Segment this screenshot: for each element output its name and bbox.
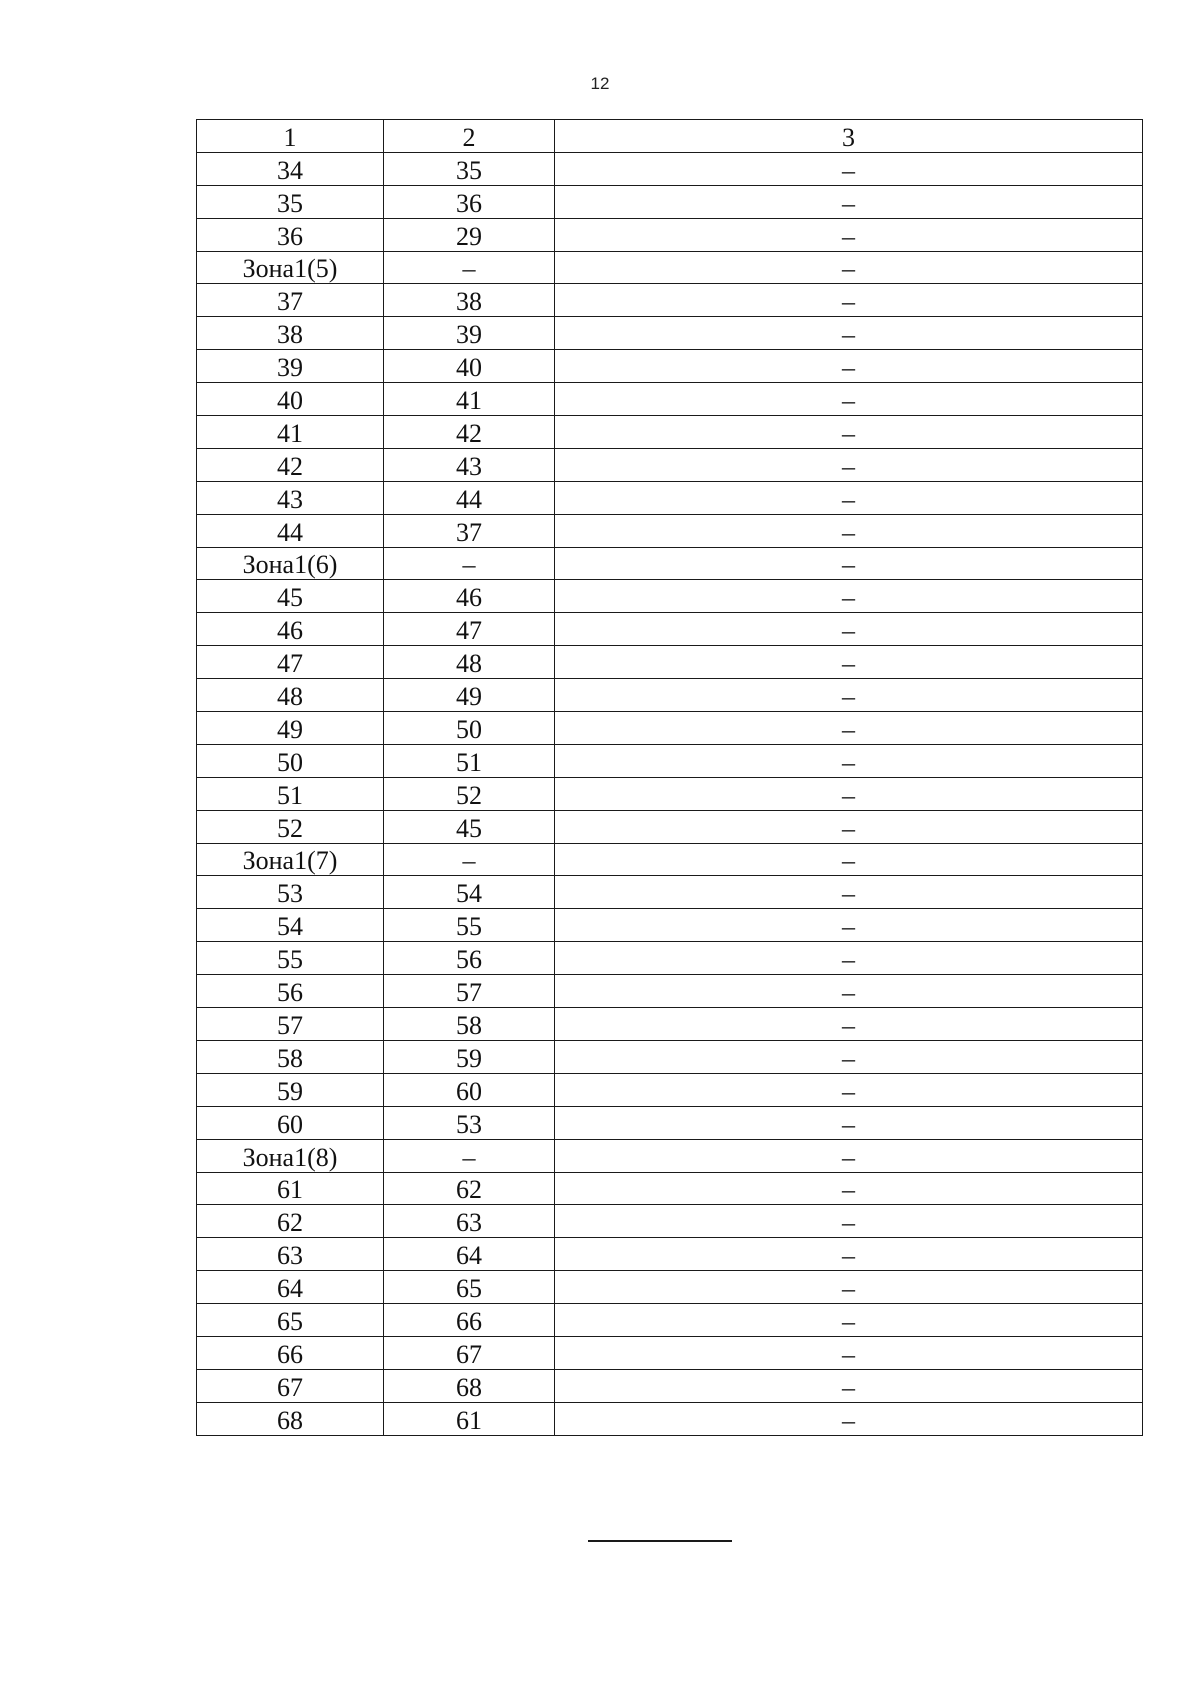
table-cell-col2: 57: [384, 975, 555, 1008]
table-cell-col1: 38: [197, 317, 384, 350]
table-cell-col1: 60: [197, 1106, 384, 1139]
header-cell-col3: 3: [555, 120, 1143, 153]
table-cell-col3: –: [555, 1336, 1143, 1369]
table-row: [197, 481, 1143, 514]
table-cell-col2: 62: [384, 1172, 555, 1205]
table-cell-col2: 53: [384, 1106, 555, 1139]
table-row: [197, 580, 1143, 613]
table-cell-col3: –: [555, 1205, 1143, 1238]
table-cell-col1: Зона1(7): [197, 843, 384, 876]
table-cell-col2: 40: [384, 350, 555, 383]
table-cell-col3: –: [555, 547, 1143, 580]
table-cell-col2: 35: [384, 152, 555, 185]
table-cell-col1: 61: [197, 1172, 384, 1205]
table-cell-col2: 58: [384, 1008, 555, 1041]
table-cell-col3: –: [555, 975, 1143, 1008]
table-cell-col2: 45: [384, 810, 555, 843]
table-cell-col2: 68: [384, 1369, 555, 1402]
table-cell-col1: 68: [197, 1402, 384, 1435]
table-cell-col2: 37: [384, 514, 555, 547]
table-row: [197, 547, 1143, 580]
table-cell-col1: 37: [197, 284, 384, 317]
table-cell-col2: 60: [384, 1073, 555, 1106]
table-cell-col2: 52: [384, 777, 555, 810]
table-cell-col1: 34: [197, 152, 384, 185]
table-cell-col2: 50: [384, 712, 555, 745]
table-row: [197, 1040, 1143, 1073]
table-cell-col1: 53: [197, 876, 384, 909]
page-number: 12: [590, 74, 610, 93]
table-cell-col2: 38: [384, 284, 555, 317]
table-cell-col3: –: [555, 317, 1143, 350]
table-row: [197, 251, 1143, 284]
table-cell-col3: –: [555, 416, 1143, 449]
table-cell-col2: –: [384, 1139, 555, 1172]
table-row: [197, 317, 1143, 350]
table-cell-col2: 54: [384, 876, 555, 909]
table-cell-col1: 67: [197, 1369, 384, 1402]
table-cell-col3: –: [555, 1304, 1143, 1337]
table-cell-col1: 62: [197, 1205, 384, 1238]
table-cell-col3: –: [555, 1238, 1143, 1271]
table-cell-col3: –: [555, 185, 1143, 218]
table-cell-col1: 48: [197, 679, 384, 712]
table-row: [197, 350, 1143, 383]
table-cell-col1: 40: [197, 383, 384, 416]
table-row: [197, 646, 1143, 679]
table-cell-col3: –: [555, 646, 1143, 679]
table-cell-col2: 47: [384, 613, 555, 646]
table-cell-col3: –: [555, 152, 1143, 185]
table-cell-col3: –: [555, 679, 1143, 712]
table-cell-col2: 39: [384, 317, 555, 350]
table-row: [197, 843, 1143, 876]
table-cell-col2: 55: [384, 909, 555, 942]
table-row: [197, 1073, 1143, 1106]
table-cell-col3: –: [555, 876, 1143, 909]
table-cell-col1: 45: [197, 580, 384, 613]
table-row: [197, 152, 1143, 185]
table-cell-col1: 54: [197, 909, 384, 942]
table-cell-col1: 47: [197, 646, 384, 679]
table-row: [197, 1205, 1143, 1238]
table-row: [197, 777, 1143, 810]
table-row: [197, 1336, 1143, 1369]
table-row: [197, 514, 1143, 547]
table-row: [197, 383, 1143, 416]
table-row: [197, 744, 1143, 777]
table-cell-col2: 42: [384, 416, 555, 449]
table-cell-col3: –: [555, 481, 1143, 514]
table-row: [197, 416, 1143, 449]
table-row: [197, 810, 1143, 843]
table-cell-col1: 64: [197, 1271, 384, 1304]
table-cell-col3: –: [555, 1402, 1143, 1435]
table-row: [197, 975, 1143, 1008]
table-cell-col2: 56: [384, 942, 555, 975]
table-cell-col1: 35: [197, 185, 384, 218]
table-cell-col3: –: [555, 514, 1143, 547]
table-cell-col1: 56: [197, 975, 384, 1008]
table-cell-col3: –: [555, 350, 1143, 383]
table-row: [197, 1139, 1143, 1172]
table-row: [197, 1304, 1143, 1337]
table-cell-col2: 64: [384, 1238, 555, 1271]
table-cell-col1: 41: [197, 416, 384, 449]
table-cell-col1: 59: [197, 1073, 384, 1106]
table-row: [197, 284, 1143, 317]
table-cell-col3: –: [555, 1040, 1143, 1073]
table-row: [197, 1106, 1143, 1139]
table-cell-col2: 51: [384, 744, 555, 777]
header-row: [197, 120, 1143, 153]
table-body: [197, 152, 1143, 1435]
table-cell-col2: 46: [384, 580, 555, 613]
table-row: [197, 1369, 1143, 1402]
table-row: [197, 1238, 1143, 1271]
table-cell-col2: 63: [384, 1205, 555, 1238]
table-cell-col2: 44: [384, 481, 555, 514]
table-cell-col1: 49: [197, 712, 384, 745]
table-cell-col1: 65: [197, 1304, 384, 1337]
table-cell-col3: –: [555, 1008, 1143, 1041]
table-cell-col1: 36: [197, 218, 384, 251]
table-row: [197, 942, 1143, 975]
table-cell-col1: 66: [197, 1336, 384, 1369]
table-cell-col2: 67: [384, 1336, 555, 1369]
table-cell-col2: 36: [384, 185, 555, 218]
table-row: [197, 613, 1143, 646]
header-cell-col1: 1: [197, 120, 384, 153]
table-cell-col1: 57: [197, 1008, 384, 1041]
table-cell-col1: Зона1(6): [197, 547, 384, 580]
table-cell-col3: –: [555, 1106, 1143, 1139]
table-cell-col3: –: [555, 1073, 1143, 1106]
table-cell-col1: Зона1(5): [197, 251, 384, 284]
table-cell-col2: 61: [384, 1402, 555, 1435]
table-cell-col3: –: [555, 1271, 1143, 1304]
table-row: [197, 1172, 1143, 1205]
table-cell-col3: –: [555, 613, 1143, 646]
table-cell-col1: 63: [197, 1238, 384, 1271]
table-row: [197, 1402, 1143, 1435]
table-cell-col1: 50: [197, 744, 384, 777]
table-cell-col2: 48: [384, 646, 555, 679]
table-cell-col3: –: [555, 251, 1143, 284]
table-cell-col3: –: [555, 1139, 1143, 1172]
table-cell-col3: –: [555, 448, 1143, 481]
table-row: [197, 876, 1143, 909]
table-cell-col1: 44: [197, 514, 384, 547]
table-row: [197, 218, 1143, 251]
table-cell-col2: 41: [384, 383, 555, 416]
table-header: [197, 120, 1143, 153]
table-cell-col1: 42: [197, 448, 384, 481]
table-cell-col3: –: [555, 1369, 1143, 1402]
table-row: [197, 909, 1143, 942]
table-row: [197, 185, 1143, 218]
table-cell-col3: –: [555, 218, 1143, 251]
table-cell-col3: –: [555, 909, 1143, 942]
table-cell-col1: 52: [197, 810, 384, 843]
table-cell-col1: Зона1(8): [197, 1139, 384, 1172]
table-row: [197, 1008, 1143, 1041]
table-cell-col2: 59: [384, 1040, 555, 1073]
table-cell-col2: 66: [384, 1304, 555, 1337]
header-cell-col2: 2: [384, 120, 555, 153]
table-cell-col3: –: [555, 843, 1143, 876]
table-cell-col3: –: [555, 383, 1143, 416]
table-cell-col3: –: [555, 810, 1143, 843]
table-cell-col3: –: [555, 580, 1143, 613]
table-cell-col2: 43: [384, 448, 555, 481]
table-cell-col3: –: [555, 777, 1143, 810]
table-cell-col2: –: [384, 843, 555, 876]
table-row: [197, 448, 1143, 481]
table-cell-col1: 46: [197, 613, 384, 646]
table-cell-col1: 55: [197, 942, 384, 975]
table-row: [197, 679, 1143, 712]
table-cell-col3: –: [555, 942, 1143, 975]
table-cell-col1: 43: [197, 481, 384, 514]
table-cell-col1: 58: [197, 1040, 384, 1073]
table-cell-col2: 49: [384, 679, 555, 712]
table-cell-col2: –: [384, 251, 555, 284]
table-row: [197, 1271, 1143, 1304]
table-cell-col1: 51: [197, 777, 384, 810]
table-cell-col2: 65: [384, 1271, 555, 1304]
table-cell-col3: –: [555, 744, 1143, 777]
table-cell-col2: 29: [384, 218, 555, 251]
table-cell-col2: –: [384, 547, 555, 580]
table-row: [197, 712, 1143, 745]
table-cell-col3: –: [555, 712, 1143, 745]
table-cell-col3: –: [555, 284, 1143, 317]
footer-rule: [588, 1540, 732, 1542]
data-table: [196, 119, 1143, 1436]
table-cell-col1: 39: [197, 350, 384, 383]
table-cell-col3: –: [555, 1172, 1143, 1205]
